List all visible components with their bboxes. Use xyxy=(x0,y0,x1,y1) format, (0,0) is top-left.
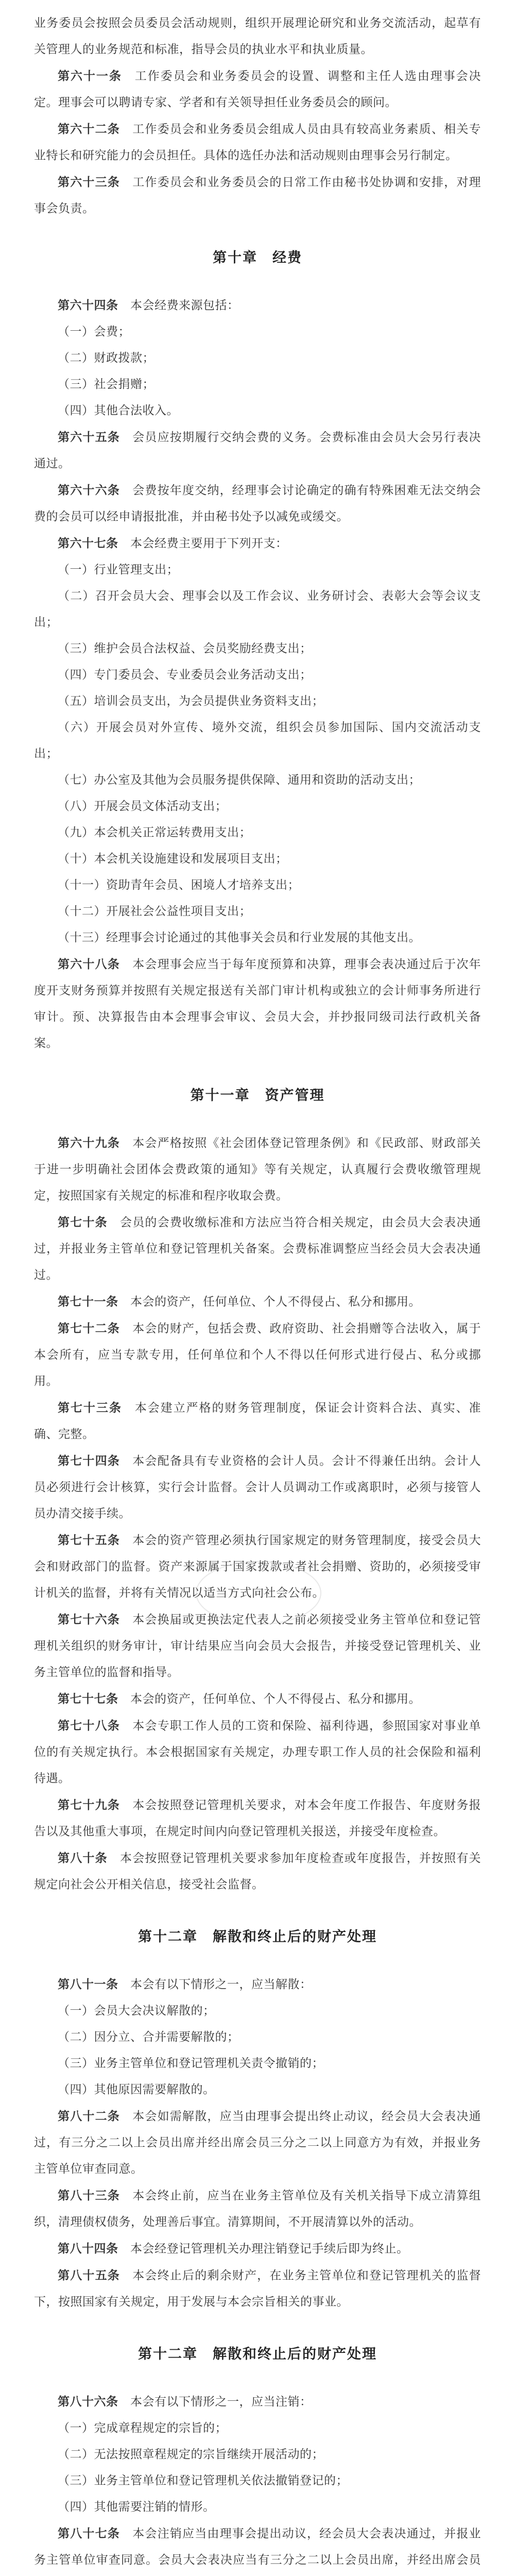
article-paragraph xyxy=(34,951,481,1057)
article-text: 工作委员会和业务委员会的设置、调整和主任人选由理事会决定。理事会可以聘请专家、学者和有关领导担任业务委员会的顾问。 xyxy=(34,70,481,109)
article-text: 本会有以下情形之一，应当注销： xyxy=(130,2395,312,2409)
article-paragraph xyxy=(34,1971,481,1998)
article-text: （七）办公室及其他为会员服务提供保障、通用和资助的活动支出； xyxy=(58,773,421,787)
article-text: （九）本会机关正常运转费用支出； xyxy=(58,826,251,839)
article-text: （五）培训会员支出，为会员提供业务资料支出； xyxy=(58,694,324,708)
article-text: 会员应按期履行交纳会费的义务。会费标准由会员大会另行表决通过。 xyxy=(34,431,482,470)
list-item xyxy=(34,820,481,846)
article-text: 本会经费主要用于下列开支： xyxy=(130,537,288,550)
chapter-heading: 第十一章 资产管理 xyxy=(190,1088,325,1104)
article-number: 第八十七条 xyxy=(58,2527,120,2540)
chapter-heading: 第十二章 解散和终止后的财产处理 xyxy=(138,1929,377,1945)
article-paragraph xyxy=(34,530,481,557)
article-text: （二）召开会员大会、理事会以及工作会议、业务研讨会、表彰大会等会议支出； xyxy=(34,589,481,629)
article-paragraph xyxy=(34,1130,481,1209)
list-item xyxy=(34,398,481,424)
article-number: 第六十二条 xyxy=(58,122,120,136)
list-item xyxy=(34,715,481,767)
article-paragraph xyxy=(34,1448,481,1527)
article-text: 本会专职工作人员的工资和保险、福利待遇，参照国家对事业单位的有关规定执行。本会根据国家有关规定，办理专职工作人员的社会保险和福利待遇。 xyxy=(34,1719,482,1785)
article-paragraph xyxy=(34,1527,481,1606)
list-item xyxy=(34,662,481,688)
article-text: （十）本会机关设施建设和发展项目支出； xyxy=(58,852,288,866)
article-text: 本会如需解散，应当由理事会提出终止动议，经会员大会表决通过，有三分之二以上会员出席并经出席会员三分之二以上同意方为有效，并报业务主管单位审查同意。 xyxy=(34,2110,482,2176)
article-text: 本会的资产，任何单位、个人不得侵占、私分和挪用。 xyxy=(130,1692,421,1706)
article-text: （十二）开展社会公益性项目支出； xyxy=(58,905,251,918)
article-text: 本会配备具有专业资格的会计人员。会计不得兼任出纳。会计人员必须进行会计核算，实行会计监督。会计人员调动工作或离职时，必须与接管人员办清交接手续。 xyxy=(34,1454,482,1520)
list-item xyxy=(34,925,481,951)
article-text: 会员的会费收缴标准和方法应当符合相关规定，由会员大会表决通过，并报业务主管单位和登记管理机关备案。会费标准调整应当经会员大会表决通过。 xyxy=(34,1216,482,1282)
article-text: 业务委员会按照会员委员会活动规则，组织开展理论研究和业务交流活动，起草有关管理人的业务规范和标准，指导会员的执业水平和执业质量。 xyxy=(34,16,481,56)
article-number: 第八十三条 xyxy=(58,2189,120,2202)
article-paragraph xyxy=(34,424,481,477)
article-paragraph xyxy=(34,1395,481,1448)
article-number: 第八十四条 xyxy=(58,2242,118,2256)
article-number: 第六十一条 xyxy=(58,69,122,83)
article-number: 第七十五条 xyxy=(58,1533,120,1547)
article-text: （一）完成章程规定的宗旨的； xyxy=(58,2421,227,2435)
article-paragraph xyxy=(34,1792,481,1845)
list-item xyxy=(34,688,481,715)
list-item xyxy=(34,2024,481,2050)
article-text: （三）维护会员合法权益、会员奖励经费支出； xyxy=(58,642,312,655)
article-number: 第七十九条 xyxy=(58,1798,120,1812)
article-paragraph xyxy=(34,2182,481,2235)
list-item xyxy=(34,2077,481,2103)
article-text: 本会的资产，任何单位、个人不得侵占、私分和挪用。 xyxy=(130,1295,421,1309)
article-text: 工作委员会和业务委员会组成人员由具有较高业务素质、相关专业特长和研究能力的会员担任。具体的选任办法和活动规则由理事会另行制定。 xyxy=(34,123,482,162)
article-paragraph xyxy=(34,1713,481,1792)
article-text: （二）因分立、合并需要解散的； xyxy=(58,2030,239,2044)
paragraph xyxy=(34,10,481,63)
article-text: （四）其他原因需要解散的。 xyxy=(58,2083,215,2096)
article-number: 第六十八条 xyxy=(58,957,120,971)
list-item xyxy=(34,2468,481,2494)
list-item xyxy=(34,872,481,899)
article-number: 第八十六条 xyxy=(58,2395,118,2409)
list-item xyxy=(34,371,481,398)
list-item xyxy=(34,767,481,793)
article-paragraph xyxy=(34,2103,481,2182)
list-item xyxy=(34,793,481,820)
article-number: 第八十五条 xyxy=(58,2268,120,2282)
article-text: 本会经登记管理机关办理注销登记手续后即为终止。 xyxy=(130,2242,409,2256)
article-number: 第七十条 xyxy=(58,1215,108,1229)
list-item xyxy=(34,345,481,371)
article-text: （一）行业管理支出； xyxy=(58,563,179,577)
article-paragraph xyxy=(34,63,481,116)
list-item xyxy=(34,2415,481,2442)
chapter-heading: 第十二章 解散和终止后的财产处理 xyxy=(138,2346,377,2362)
list-item xyxy=(34,2494,481,2520)
article-paragraph xyxy=(34,2520,481,2576)
article-text: 本会有以下情形之一，应当解散： xyxy=(130,1978,312,1991)
article-text: 本会按照登记管理机关要求参加年度检查或年度报告，并按照有关规定向社会公开相关信息，接受社会监督。 xyxy=(34,1852,482,1891)
article-text: 本会终止后的剩余财产，在业务主管单位和登记管理机关的监督下，按照国家有关规定，用于发展与本会宗旨相关的事业。 xyxy=(34,2269,482,2309)
article-text: （一）会员大会决议解散的； xyxy=(58,2004,215,2018)
article-paragraph xyxy=(34,1606,481,1686)
article-number: 第六十七条 xyxy=(58,536,118,550)
article-text: 本会注销应当由理事会提出动议，经会员大会表决通过，并报业务主管单位审查同意。会员大会表决应当有三分之二以上会员出席，并经出席会员 xyxy=(34,2527,482,2567)
article-number: 第八十一条 xyxy=(58,1977,118,1991)
article-number: 第六十五条 xyxy=(58,430,120,444)
article-text: （四）其他合法收入。 xyxy=(58,404,179,417)
list-item xyxy=(34,2050,481,2077)
article-text: （十三）经理事会讨论通过的其他事关会员和行业发展的其他支出。 xyxy=(58,931,421,944)
article-text: （一）会费； xyxy=(58,325,130,338)
article-number: 第八十条 xyxy=(58,1851,108,1865)
list-item xyxy=(34,1998,481,2024)
article-number: 第七十三条 xyxy=(58,1401,122,1415)
article-text: （三）社会捐赠； xyxy=(58,378,154,391)
article-number: 第八十二条 xyxy=(58,2109,120,2123)
article-number: 第七十四条 xyxy=(58,1454,120,1468)
article-text: 本会的财产，包括会费、政府资助、社会捐赠等合法收入，属于本会所有，应当专款专用，任何单位和个人不得以任何形式进行侵占、私分或挪用。 xyxy=(34,1322,482,1388)
article-number: 第七十六条 xyxy=(58,1613,120,1626)
article-number: 第六十九条 xyxy=(58,1136,120,1150)
article-text: 本会理事会应当于每年度预算和决算，理事会表决通过后于次年度开支财务预算并按照有关规定报送有关部门审计机构或独立的会计师事务所进行审计。预、决算报告由本会理事会审议、会员大会，并抄报同级司法行政机关备案。 xyxy=(34,958,482,1050)
article-text: 本会严格按照《社会团体登记管理条例》和《民政部、财政部关于进一步明确社会团体会费政策的通知》等有关规定，认真履行会费收缴管理规定，按照国家有关规定的标准和程序收取会费。 xyxy=(34,1137,482,1202)
article-number: 第六十四条 xyxy=(58,298,118,312)
article-text: 工作委员会和业务委员会的日常工作由秘书处协调和安排，对理事会负责。 xyxy=(34,176,482,215)
list-item xyxy=(34,899,481,925)
article-paragraph xyxy=(34,2388,481,2415)
article-number: 第六十六条 xyxy=(58,483,120,497)
list-item xyxy=(34,846,481,872)
article-text: 本会按照登记管理机关要求，对本会年度工作报告、年度财务报告以及其他重大事项，在规定时间内向登记管理机关报送，并接受年度检查。 xyxy=(34,1799,482,1838)
article-paragraph xyxy=(34,477,481,530)
article-paragraph xyxy=(34,1289,481,1315)
article-text: （六）开展会员对外宣传、境外交流，组织会员参加国际、国内交流活动支出； xyxy=(34,721,481,760)
article-text: （十一）资助青年会员、困境人才培养支出； xyxy=(58,878,300,892)
article-text: （四）专门委员会、专业委员会业务活动支出； xyxy=(58,668,312,682)
article-paragraph xyxy=(34,2235,481,2262)
article-number: 第七十八条 xyxy=(58,1719,120,1733)
article-text: （二）无法按照章程规定的宗旨继续开展活动的； xyxy=(58,2448,324,2461)
article-paragraph xyxy=(34,169,481,222)
article-number: 第六十三条 xyxy=(58,175,120,189)
article-paragraph xyxy=(34,1315,481,1395)
list-item xyxy=(34,557,481,583)
article-text: （三）业务主管单位和登记管理机关依法撤销登记的； xyxy=(58,2474,348,2487)
article-text: （四）其他需要注销的情形。 xyxy=(58,2500,215,2514)
article-text: 本会建立严格的财务管理制度，保证会计资料合法、真实、准确、完整。 xyxy=(34,1401,481,1441)
article-paragraph xyxy=(34,1209,481,1289)
list-item xyxy=(34,2442,481,2468)
article-text: 本会经费来源包括： xyxy=(130,299,239,312)
list-item xyxy=(34,636,481,662)
list-item xyxy=(34,583,481,636)
article-number: 第七十二条 xyxy=(58,1321,120,1335)
list-item xyxy=(34,319,481,345)
article-number: 第七十七条 xyxy=(58,1692,118,1706)
article-paragraph xyxy=(34,292,481,319)
article-number: 第七十一条 xyxy=(58,1295,118,1309)
article-text: 会费按年度交纳，经理事会讨论确定的确有特殊困难无法交纳会费的会员可以经申请报批准，并由秘书处予以减免或缓交。 xyxy=(34,484,482,523)
article-text: 本会终止前，应当在业务主管单位及有关机关指导下成立清算组织，清理债权债务，处理善后事宜。清算期间，不开展清算以外的活动。 xyxy=(34,2189,482,2229)
article-text: （二）财政拨款； xyxy=(58,351,154,365)
article-text: 本会换届或更换法定代表人之前必须接受业务主管单位和登记管理机关组织的财务审计，审计结果应当向会员大会报告，并接受登记管理机关、业务主管单位的监督和指导。 xyxy=(34,1613,482,1679)
article-paragraph xyxy=(34,116,481,169)
article-text: （三）业务主管单位和登记管理机关责令撤销的； xyxy=(58,2057,324,2070)
chapter-heading: 第十章 经费 xyxy=(213,250,302,266)
article-text: （八）开展会员文体活动支出； xyxy=(58,800,227,813)
article-paragraph xyxy=(34,1686,481,1713)
article-paragraph xyxy=(34,1845,481,1898)
article-paragraph xyxy=(34,2262,481,2315)
article-text: 本会的资产管理必须执行国家规定的财务管理制度，接受会员大会和财政部门的监督。资产来源属于国家拨款或者社会捐赠、资助的，必须接受审计机关的监督，并将有关情况以适当方式向社会公布。 xyxy=(34,1534,482,1600)
